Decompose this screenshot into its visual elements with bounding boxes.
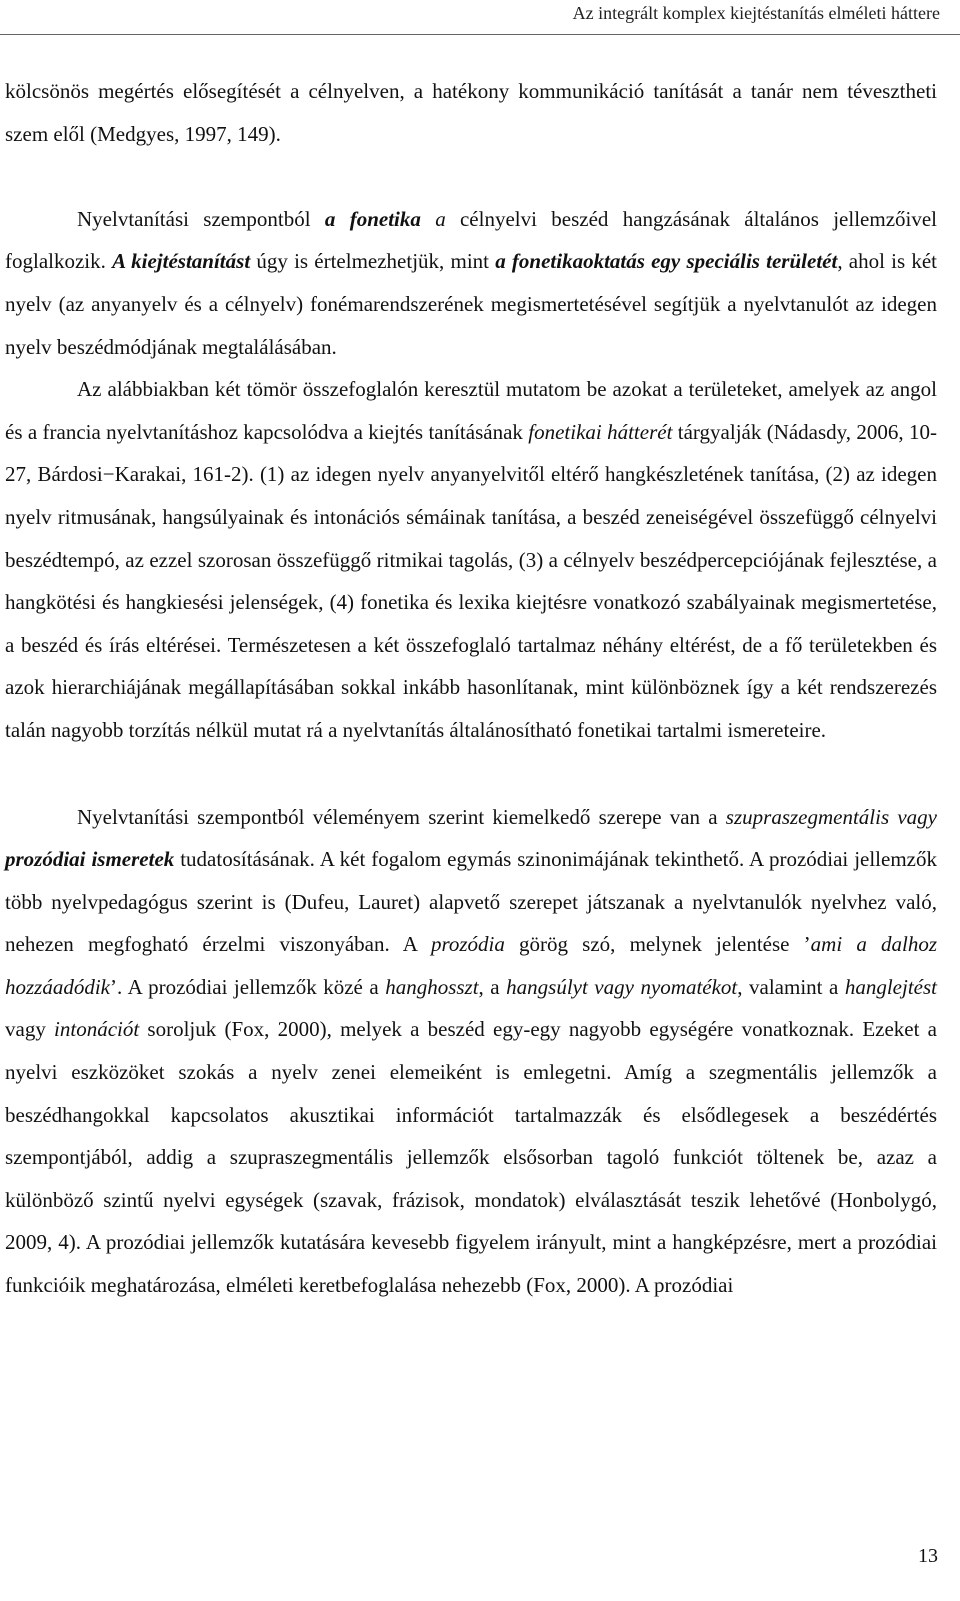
page-number: 13 <box>918 1545 938 1567</box>
emphasis-italic: a <box>435 206 446 231</box>
text-run: Nyelvtanítási szempontból <box>77 206 325 231</box>
text-run: , ahol is két nyelv (az anyanyelv és a célnyelv) fonémarendszerének megismertetésével segítjük a nyelvtanulót az idegen nyelv beszédmódjának megtalálásában. <box>5 249 937 359</box>
header-rule <box>0 34 960 35</box>
emphasis-italic: hangsúlyt vagy nyomatékot <box>506 974 738 999</box>
paragraph-1 <box>5 70 937 155</box>
text-run: célnyelvi beszéd hangzásának általános jellemzőivel foglalkozik. <box>5 206 938 274</box>
emphasis-italic: hanghosszt <box>385 974 479 999</box>
text-run: , valamint a <box>737 974 845 999</box>
text-run: , a <box>478 974 507 999</box>
text-run: úgy is értelmezhetjük, mint <box>250 249 496 274</box>
running-title: Az integrált komplex kiejtéstanítás elméleti háttere <box>572 3 940 23</box>
emphasis-bold-italic: a fonetika <box>324 206 421 231</box>
emphasis-italic: fonetikai hátterét <box>528 419 673 444</box>
emphasis-italic: hanglejtést <box>844 974 937 999</box>
text-run: ’. A prozódiai jellemzők közé a <box>110 974 386 999</box>
text-run: tudatosításának. A két fogalom egymás szinonimájának tekinthető. A prozódiai jellemzők több nyelvpedagógus szerint is (Dufeu, Lauret) alapvető szerepet játszanak a nyelvtanulók nyelvhez való, nehezen megfogható érzelmi viszonyában. A <box>5 847 937 957</box>
paragraph-4 <box>5 796 937 1307</box>
emphasis-bold-italic: A kiejtéstanítást <box>112 249 251 274</box>
emphasis-italic: ami a dalhoz hozzáadódik <box>5 932 938 999</box>
text-run: tárgyalják (Nádasdy, 2006, 10-27, Bárdosi−Karakai, 161-2). (1) az idegen nyelv anyanyelvitől eltérő hangkészletének tanítása, (2) az idegen nyelv ritmusának, hangsúlyainak és intonációs sémáinak tanítása, a beszéd zeneiségével összefüggő célnyelvi beszédtempó, az ezzel szorosan összefüggő ritmikai tagolás, (3) a célnyelv beszédpercepciójának fejlesztése, a hangkötési és hangkiesési jelenségek, (4) fonetika és lexika kiejtésre vonatkozó szabályainak megismertetése, a beszéd és írás eltérései. Természetesen a két összefoglaló tartalmaz néhány eltérést, de a fő területekben és azok hierarchiájának megállapításában sokkal inkább hasonlítanak, mint különböznek így a két rendszerezés talán nagyobb torzítás nélkül mutat rá a nyelvtanítás általánosítható fonetikai tartalmi ismereteire. <box>5 419 938 742</box>
emphasis-bold-italic: prozódiai ismeretek <box>5 847 175 872</box>
emphasis-italic: prozódia <box>430 932 505 957</box>
text-run: soroljuk (Fox, 2000), melyek a beszéd egy-egy nagyobb egységére vonatkoznak. Ezeket a nyelvi eszközöket szokás a nyelv zenei elemeiként is emlegetni. Amíg a szegmentális jellemzők a beszédhangokkal kapcsolatos akusztikai információt tartalmazzák és elsődlegesek a beszédértés szempontjából, addig a szupraszegmentális jellemzők elsősorban tagoló funkciót töltenek be, azaz a különböző szintű nyelvi egységek (szavak, frázisok, mondatok) elválasztását teszik lehetővé (Honbolygó, 2009, 4). A prozódiai jellemzők kutatására kevesebb figyelem irányult, mint a hangképzésre, mert a prozódiai funkcióik meghatározása, elméleti keretbefoglalása nehezebb (Fox, 2000). A prozódiai <box>5 1017 937 1298</box>
body-text <box>5 70 937 1307</box>
text-run <box>421 207 435 231</box>
page-header <box>0 0 960 37</box>
text-run: vagy <box>5 1017 55 1042</box>
text-run: görög szó, melynek jelentése ’ <box>504 932 811 957</box>
text-run: kölcsönös megértés elősegítését a célnyelven, a hatékony kommunikáció tanítását a tanár nem tévesztheti szem elől (Medgyes, 1997, 149). <box>5 79 937 146</box>
emphasis-italic: intonációt <box>54 1017 140 1042</box>
text-run: Az alábbiakban két tömör összefoglalón keresztül mutatom be azokat a területeket, amelyek az angol és a francia nyelvtanításhoz kapcsolódva a kiejtés tanításának <box>5 377 937 444</box>
emphasis-bold-italic: a fonetikaoktatás egy speciális területét <box>495 249 838 274</box>
emphasis-italic: szupraszegmentális vagy <box>725 804 937 829</box>
text-run: Nyelvtanítási szempontból véleményem szerint kiemelkedő szerepe van a <box>77 804 726 829</box>
paragraph-2 <box>5 198 937 368</box>
paragraph-3 <box>5 368 937 751</box>
